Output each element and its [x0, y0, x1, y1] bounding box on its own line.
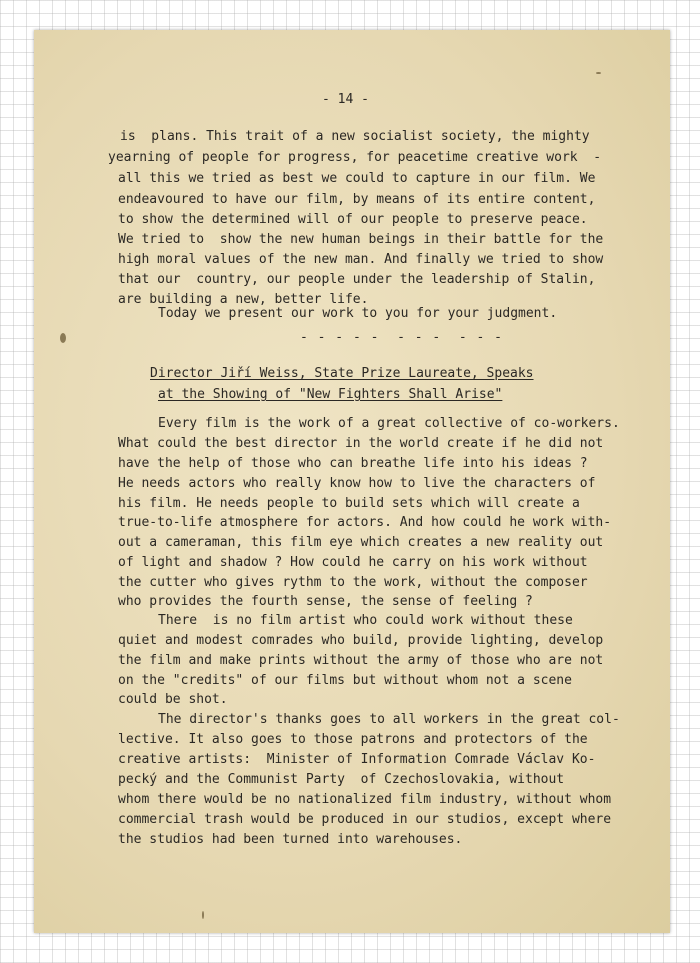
text-line: Today we present our work to you for your judgment. [158, 306, 558, 321]
text-line: Every film is the work of a great collective of co-workers. [158, 416, 620, 431]
text-line: the cutter who gives rythm to the work, without the composer [118, 575, 588, 590]
text-line: have the help of those who can breathe life into his ideas ? [118, 456, 588, 471]
text-line: He needs actors who really know how to live the characters of [118, 476, 596, 491]
text-line: endeavoured to have our film, by means of its entire content, [118, 192, 596, 207]
text-line: pecký and the Communist Party of Czechoslovakia, without [118, 772, 565, 787]
text-line: are building a new, better life. [118, 292, 369, 307]
text-line: whom there would be no nationalized film industry, without whom [118, 792, 612, 807]
text-line: lective. It also goes to those patrons and protectors of the [118, 732, 588, 747]
text-line: The director's thanks goes to all workers in the great col- [158, 712, 620, 727]
text-line: on the "credits" of our films but without whom not a scene [118, 673, 572, 688]
page-number: - 14 - [322, 92, 369, 107]
text-line: commercial trash would be produced in our studios, except where [118, 812, 612, 827]
text-line: true-to-life atmosphere for actors. And how could he work with- [118, 515, 612, 530]
text-line: of light and shadow ? How could he carry on his work without [118, 555, 588, 570]
text-line: the film and make prints without the army of those who are not [118, 653, 604, 668]
section-divider: - - - - - - - - - - - [300, 330, 504, 345]
section-heading: Director Jiří Weiss, State Prize Laureate, Speaks [150, 366, 534, 381]
text-line: out a cameraman, this film eye which creates a new reality out [118, 535, 604, 550]
text-line: yearning of people for progress, for peacetime creative work - [108, 150, 602, 165]
text-line: could be shot. [118, 692, 228, 707]
paper-speck [596, 72, 601, 74]
text-line: is plans. This trait of a new socialist society, the mighty [120, 129, 590, 144]
paper-speck [202, 911, 204, 919]
paper-stain [60, 333, 66, 343]
text-line: to show the determined will of our people to preserve peace. [118, 212, 588, 227]
text-line: creative artists: Minister of Information Comrade Václav Ko- [118, 752, 596, 767]
text-line: high moral values of the new man. And finally we tried to show [118, 252, 604, 267]
text-line: There is no film artist who could work without these [158, 613, 573, 628]
text-line: quiet and modest comrades who build, provide lighting, develop [118, 633, 604, 648]
text-line: his film. He needs people to build sets which will create a [118, 496, 580, 511]
text-line: all this we tried as best we could to capture in our film. We [118, 171, 596, 186]
text-line: the studios had been turned into warehouses. [118, 832, 463, 847]
section-heading: at the Showing of "New Fighters Shall Arise" [158, 387, 503, 402]
text-line: that our country, our people under the leadership of Stalin, [118, 272, 596, 287]
text-line: who provides the fourth sense, the sense of feeling ? [118, 594, 533, 609]
text-line: What could the best director in the world create if he did not [118, 436, 604, 451]
text-line: We tried to show the new human beings in their battle for the [118, 232, 604, 247]
